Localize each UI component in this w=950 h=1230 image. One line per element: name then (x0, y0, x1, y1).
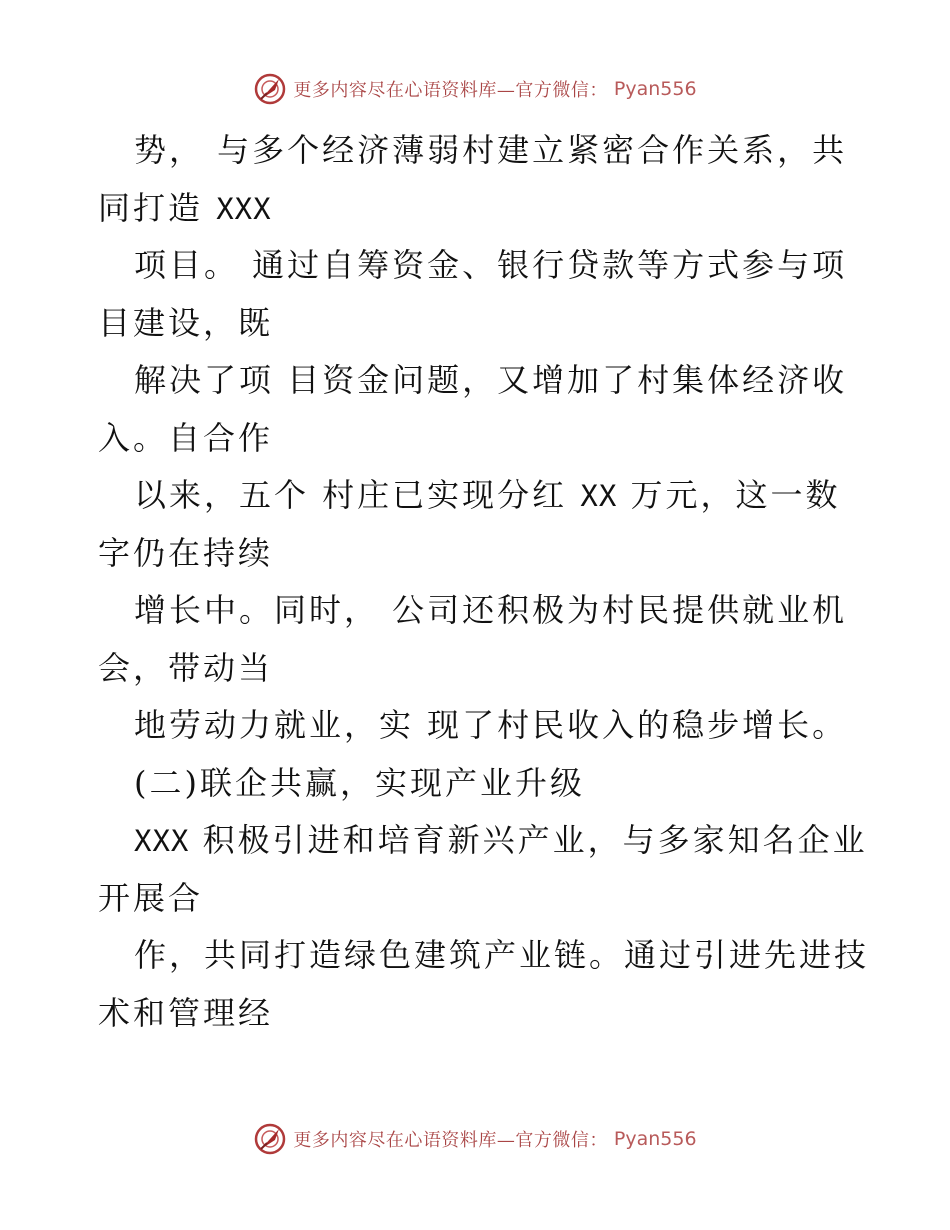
text-line: 作，共同打造绿色建筑产业链。通过引进先进技 (134, 936, 870, 974)
document-body (98, 122, 870, 1042)
text-line: (二)联企共赢，实现产业升级 (134, 763, 585, 802)
text-line: 字仍在持续 (98, 533, 274, 572)
text-line: 以来，五个 村庄已实现分红 XX 万元，这一数 (134, 476, 841, 514)
text-line: 开展合 (98, 878, 204, 917)
text-line: XXX 积极引进和培育新兴产业，与多家知名企业 (134, 821, 868, 859)
watermark-account: Pyan556 (613, 78, 697, 100)
text-line: 术和管理经 (98, 993, 274, 1032)
text-line: 项目。 通过自筹资金、银行贷款等方式参与项 (134, 246, 848, 284)
text-line: 势， 与多个经济薄弱村建立紧密合作关系，共 (134, 131, 848, 169)
text-line: 入。自合作 (98, 418, 274, 457)
text-line: 目建设，既 (98, 303, 274, 342)
watermark-text: 更多内容尽在心语资料库—官方微信： (293, 80, 608, 101)
quill-logo-icon (253, 1122, 287, 1156)
text-line: 同打造 XXX (98, 188, 272, 227)
text-line: 会，带动当 (98, 648, 274, 687)
text-line: 增长中。同时， 公司还积极为村民提供就业机 (134, 591, 848, 629)
watermark-account: Pyan556 (613, 1128, 697, 1150)
footer-watermark (0, 1122, 950, 1156)
header-watermark (0, 72, 950, 106)
text-line: 地劳动力就业，实 现了村民收入的稳步增长。 (134, 706, 848, 744)
watermark-text: 更多内容尽在心语资料库—官方微信： (293, 1130, 608, 1151)
text-line: 解决了项 目资金问题，又增加了村集体经济收 (134, 361, 848, 399)
quill-logo-icon (253, 72, 287, 106)
